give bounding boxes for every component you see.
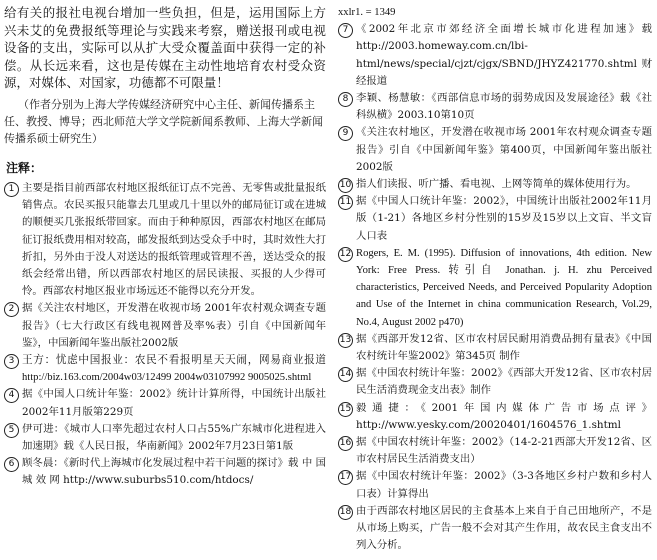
footnote-text: 李颖、杨慧敏：《西部信息市场的弱势成因及发展途径》载《社科纵横》2003.10第10页 <box>356 92 652 122</box>
footnote-number: 5 <box>4 423 19 438</box>
footnote-5 <box>4 421 326 455</box>
footnote-text: 毅通捷：《2001年国内媒体广告市场点评》 http://www.yesky.com/20020401/1604576_1.shtml <box>356 401 652 431</box>
footnote-text: 《关注农村地区，开发潜在收视市场 2001年农村观众调查专题报告》引自《中国新闻年鉴》第400页，中国新闻年鉴出版社2002版 <box>356 126 652 173</box>
footnote-number: 9 <box>338 126 353 141</box>
footnote-text: 由于西部农村地区居民的主食基本上来自于自己田地所产，不是从市场上购买，广告一般不会对其产生作用，故农民主食支出不列入分析。 <box>356 504 652 552</box>
footnote-2 <box>4 300 326 352</box>
footnote-6-continuation <box>338 4 652 21</box>
footnote-text: 主要是指目前西部农村地区报纸征订点不完善、无零售或批量报纸销售点。农民买报只能靠去几里或几十里以外的邮局征订或在进城的顺便买几张报纸带回家。而由于种种原因，西部农村地区在邮局征订报纸费用相对较高，邮发报纸到达受众手中时，其时效性大打折扣，另外由于没人对送达的报纸管理或管理不善，送达受众的报纸会经常出错，所以西部农村地区的居民读报、买报的人少得可怜。西部农村地区报业市场远还不能得以充分开发。 <box>22 181 326 298</box>
footnote-number: 16 <box>338 436 353 451</box>
footnote-3 <box>4 352 326 386</box>
footnote-number: 18 <box>338 505 353 520</box>
footnote-16 <box>338 434 652 468</box>
footnote-text: Rogers, E. M. (1995). Diffusion of innovations, 4th edition. New York: Free Press. 转引自 Jonathan. j. H. zhu Perceived characteristics, Perceived Needs, and Perceived Popularity Adoption and Use of the Internet in china communication Research, Vol.29, No.4, August 2002 p470) <box>356 247 652 328</box>
footnote-number: 13 <box>338 333 353 348</box>
footnote-7 <box>338 21 652 90</box>
footnote-number: 14 <box>338 367 353 382</box>
footnote-number: 6 <box>4 457 19 472</box>
footnote-17 <box>338 468 652 502</box>
footnote-18 <box>338 503 652 555</box>
footnote-text: 据《西部开发12省、区市农村居民耐用消费品拥有量表》《中国农村统计年鉴2002》第345页 制作 <box>356 332 652 363</box>
footnote-12 <box>338 245 652 331</box>
footnote-number: 1 <box>4 182 19 197</box>
footnote-13 <box>338 331 652 365</box>
footnote-9 <box>338 124 652 176</box>
left-column <box>4 4 326 490</box>
footnote-number: 15 <box>338 402 353 417</box>
footnote-number: 10 <box>338 178 353 193</box>
footnote-text: 据《中国人口统计年鉴：2002》，中国统计出版社2002年11月版（1-21）各地区乡村分性别的15岁及15岁以上文盲、半文盲人口表 <box>356 195 652 242</box>
footnote-text: 指人们读报、听广播、看电视、上网等简单的媒体使用行为。 <box>356 178 637 191</box>
footnote-number: 8 <box>338 92 353 107</box>
footnote-text: 顾冬晨：《新时代上海城市化发展过程中若干问题的探讨》载 中 国 城 效 网 http://www.suburbs510.com/htdocs/ <box>22 457 326 487</box>
author-note: （作者分别为上海大学传媒经济研究中心主任、新闻传播系主任、教授、博导；西北师范大学文学院新闻系教师、上海大学新闻传播系硕士研究生） <box>4 97 323 145</box>
footnote-4 <box>4 386 326 420</box>
footnote-8 <box>338 90 652 124</box>
footnote-number: 11 <box>338 195 353 210</box>
notes-heading: 注释： <box>6 160 43 175</box>
footnote-text: 伊可进：《城市人口率先超过农村人口占55%广东城市化进程进入加速期》载《人民日报，华南新闻》2002年7月23日第1版 <box>22 422 326 453</box>
footnote-text: 据《中国农村统计年鉴：2002》《西部大开发12省、区市农村居民生活消费现金支出表》制作 <box>356 367 652 397</box>
footnote-number: 17 <box>338 470 353 485</box>
footnote-number: 7 <box>338 23 353 38</box>
footnote-number: 4 <box>4 388 19 403</box>
footnote-text: 据《中国人口统计年鉴：2002》统计计算所得，中国统计出版社2002年11月版第229页 <box>22 388 326 418</box>
footnote-15 <box>338 400 652 434</box>
footnote-14 <box>338 365 652 399</box>
footnote-10 <box>338 176 652 193</box>
footnote-text: 据《中国农村统计年鉴：2002》（14-2-21西部大开发12省、区市农村居民生活消费支出） <box>356 436 652 466</box>
footnote-text: 王方：忧虑中国报业：农民不看报明星天天闹，网易商业报道 http://biz.163.com/2004w03/12499 2004w03107992 9005025.shtml <box>22 355 326 384</box>
footnote-number: 12 <box>338 247 353 262</box>
footnote-text: 《2002年北京市郊经济全面增长城市化进程加速》载 http://2003.homeway.com.cn/lbi-html/news/special/cjzt/cjgx/SBND/JHYZ421770.shtml 财经报道 <box>356 23 652 87</box>
right-column <box>338 4 652 555</box>
footnote-6 <box>4 455 326 489</box>
body-paragraph: 给有关的报社电视台增加一些负担，但是，运用国际上方兴未艾的免费报纸等理论与实践来考察，赠送报刊或电视设备的支出，实际可以从扩大受众覆盖面中获得一定的补偿。从长远来看，这也是传媒在主动性地培育农村受众资源，对媒体、对国家，功德都不可限量！ <box>4 5 326 91</box>
footnote-number: 3 <box>4 354 19 369</box>
footnote-text: 据《关注农村地区，开发潜在收视市场 2001年农村观众调查专题报告》（七大行政区有线电视网普及率%表）引自《中国新闻年鉴》，中国新闻年鉴出版社2002版 <box>22 302 326 349</box>
footnote-text: xxlr1. = 1349 <box>338 7 396 18</box>
footnote-11 <box>338 193 652 245</box>
footnote-1 <box>4 180 326 300</box>
footnote-text: 据《中国农村统计年鉴：2002》（3-3各地区乡村户数和乡村人口表）计算得出 <box>356 470 652 500</box>
footnote-number: 2 <box>4 302 19 317</box>
